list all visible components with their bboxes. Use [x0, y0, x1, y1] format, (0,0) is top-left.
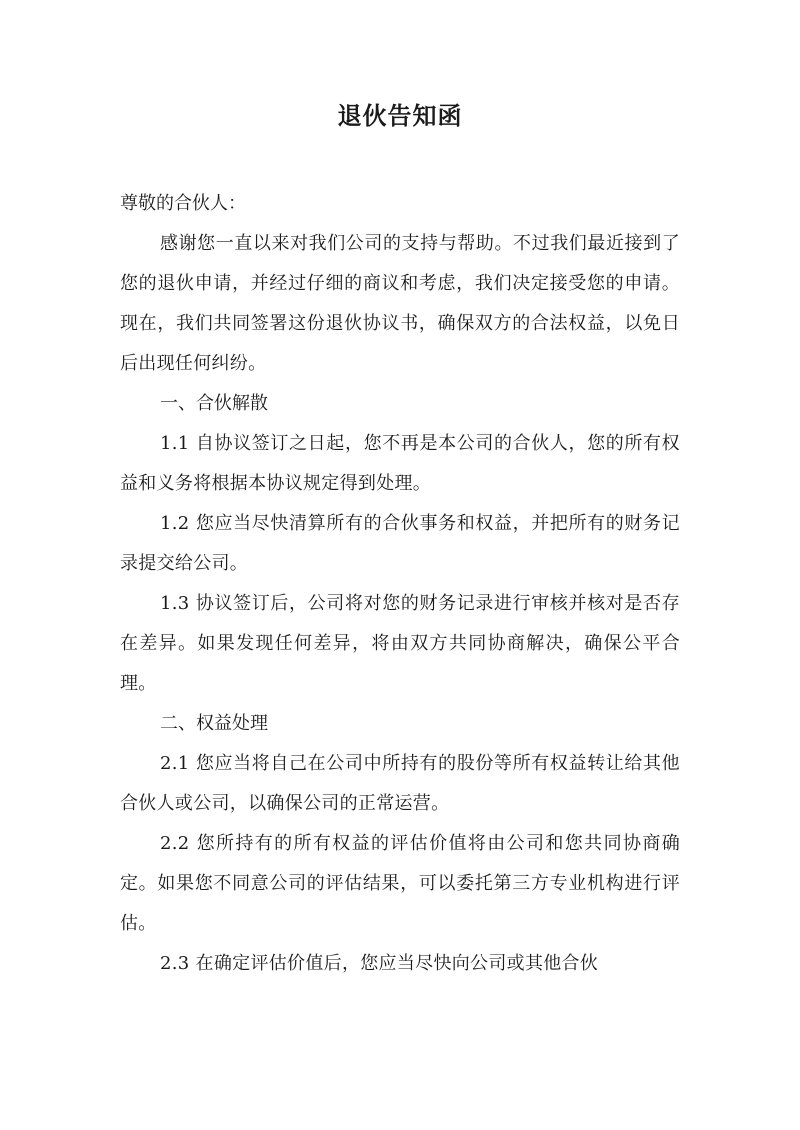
- clause-2-2: 2.2 您所持有的所有权益的评估价值将由公司和您共同协商确定。如果您不同意公司的评估结果，可以委托第三方专业机构进行评估。: [120, 833, 680, 934]
- greeting: 尊敬的合伙人：: [120, 193, 246, 214]
- document-page: [120, 96, 680, 984]
- intro-paragraph: 感谢您一直以来对我们公司的支持与帮助。不过我们最近接到了您的退伙申请，并经过仔细的商议和考虑，我们决定接受您的申请。现在，我们共同签署这份退伙协议书，确保双方的合法权益，以免日后出现任何纠纷。: [120, 233, 680, 374]
- section-heading-dissolution: 一、合伙解散: [160, 393, 268, 414]
- section-heading-rights: 二、权益处理: [160, 713, 268, 734]
- document-title: 退伙告知函: [337, 102, 463, 130]
- clause-1-1: 1.1 自协议签订之日起，您不再是本公司的合伙人，您的所有权益和义务将根据本协议规定得到处理。: [120, 433, 680, 494]
- clause-1-3: 1.3 协议签订后，公司将对您的财务记录进行审核并核对是否存在差异。如果发现任何差异，将由双方共同协商解决，确保公平合理。: [120, 593, 680, 694]
- clause-2-1: 2.1 您应当将自己在公司中所持有的股份等所有权益转让给其他合伙人或公司，以确保公司的正常运营。: [120, 753, 680, 814]
- clause-2-3: 2.3 在确定评估价值后，您应当尽快向公司或其他合伙: [160, 953, 599, 974]
- clause-1-2: 1.2 您应当尽快清算所有的合伙事务和权益，并把所有的财务记录提交给公司。: [120, 513, 680, 574]
